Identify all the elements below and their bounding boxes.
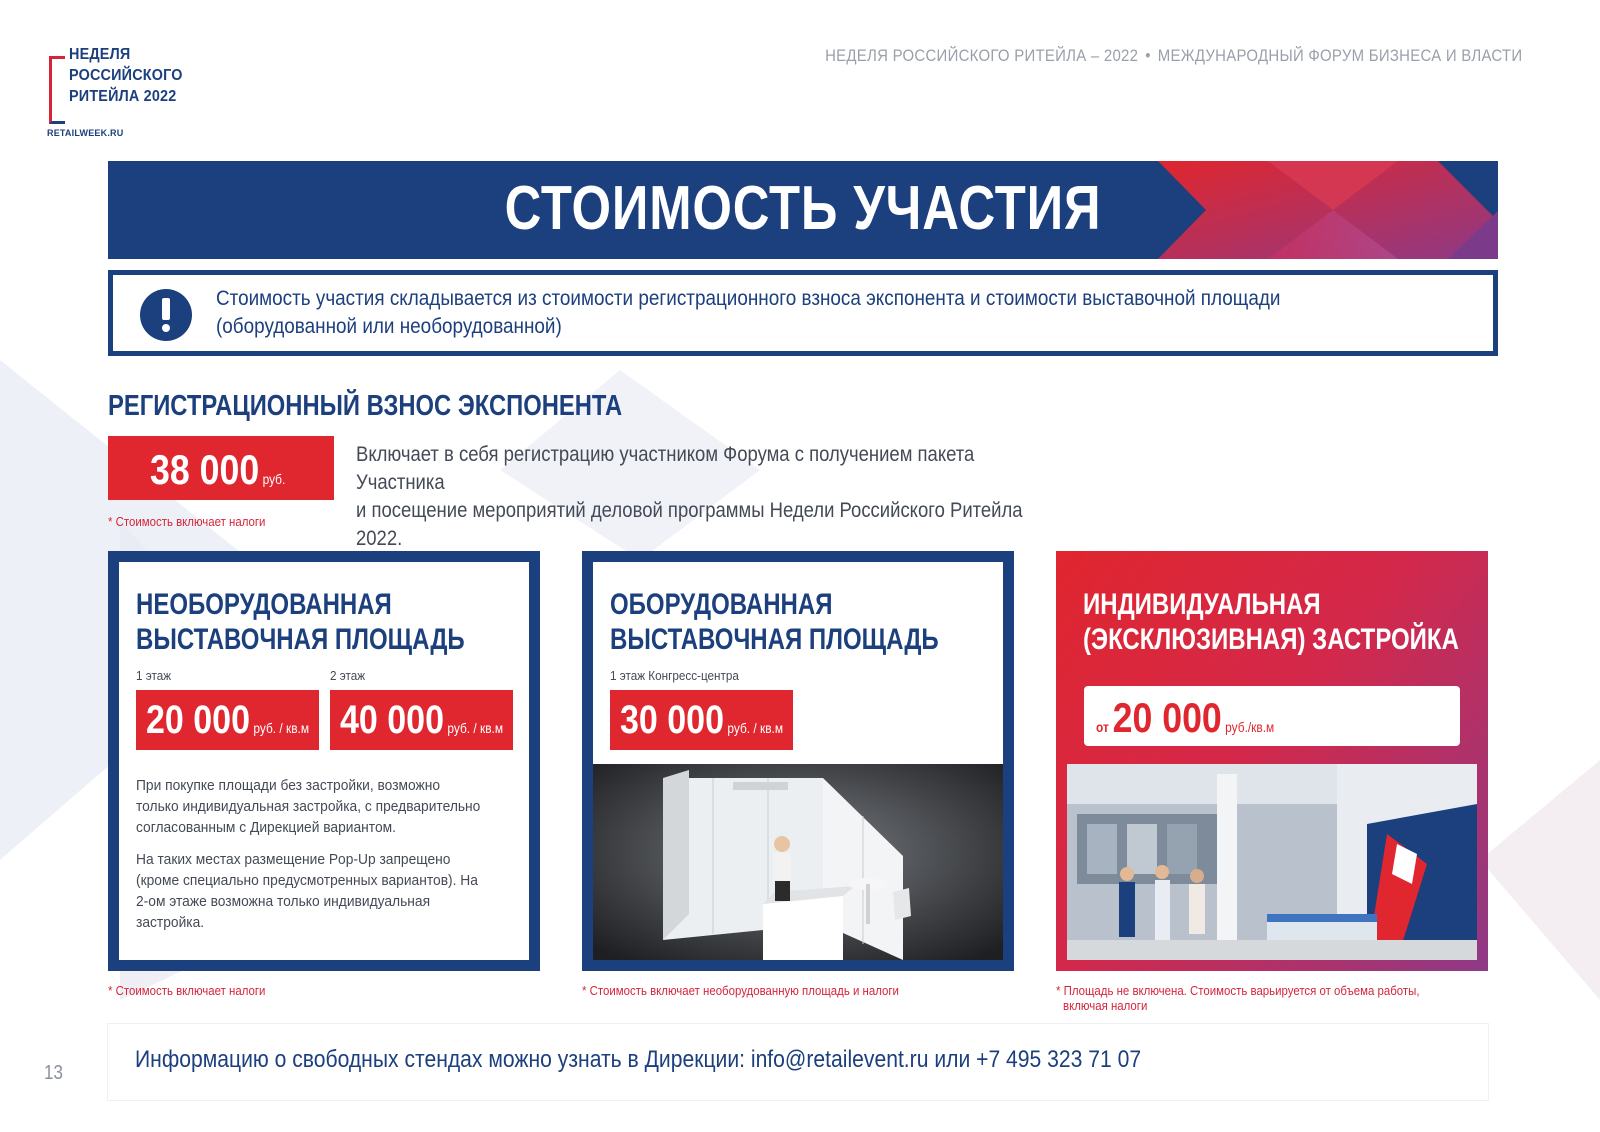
registration-heading: РЕГИСТРАЦИОННЫЙ ВЗНОС ЭКСПОНЕНТА xyxy=(108,390,623,422)
equipped-footnote: * Стоимость включает необорудованную площадь и налоги xyxy=(582,983,899,998)
registration-description xyxy=(356,441,1060,553)
price-floor-2 xyxy=(330,690,513,750)
header-separator: • xyxy=(1144,46,1151,65)
card-title-line: (ЭКСКЛЮЗИВНАЯ) ЗАСТРОЙКА xyxy=(1083,623,1459,656)
price-value: 20 000 xyxy=(1112,694,1222,741)
price-custom xyxy=(1084,686,1460,746)
card-title-line: ВЫСТАВОЧНАЯ ПЛОЩАДЬ xyxy=(136,623,465,656)
card-title-line: НЕОБОРУДОВАННАЯ xyxy=(136,588,392,621)
header-tagline xyxy=(825,46,1522,66)
price-from: от xyxy=(1096,719,1109,735)
registration-price-badge xyxy=(108,436,334,500)
page-title: СТОИМОСТЬ УЧАСТИЯ xyxy=(504,174,1102,243)
card-title-line: ОБОРУДОВАННАЯ xyxy=(610,588,833,621)
card-title xyxy=(610,587,939,657)
price-value: 20 000 xyxy=(146,698,250,742)
header-event: НЕДЕЛЯ РОССИЙСКОГО РИТЕЙЛА – 2022 xyxy=(824,46,1138,65)
registration-desc-line: Включает в себя регистрацию участником Форума с получением пакета Участника xyxy=(356,443,975,494)
unequipped-footnote: * Стоимость включает налоги xyxy=(108,983,266,998)
price-unit: руб. / кв.м xyxy=(727,720,784,736)
price-equipped xyxy=(610,690,793,750)
footnote-line: * Площадь не включена. Стоимость варьируется от объема работы, xyxy=(1056,983,1420,998)
header-forum: МЕЖДУНАРОДНЫЙ ФОРУМ БИЗНЕСА И ВЛАСТИ xyxy=(1157,46,1522,65)
price-value: 30 000 xyxy=(620,698,724,742)
unequipped-space-card xyxy=(108,551,540,971)
card-text: При покупке площади без застройки, возможно только индивидуальная застройка, с предварительно согласованным с Дирекцией вариантом. xyxy=(136,777,481,836)
note-line: Стоимость участия складывается из стоимости регистрационного взноса экспонента и стоимости выставочной площади xyxy=(216,287,1281,310)
title-banner xyxy=(108,161,1498,259)
price-unit: руб. / кв.м xyxy=(447,720,504,736)
logo-wordmark xyxy=(69,44,183,107)
floor-label: 1 этаж xyxy=(136,668,172,683)
logo-line: РИТЕЙЛА 2022 xyxy=(69,88,177,105)
exclamation-icon xyxy=(140,289,192,341)
logo-bracket-mark xyxy=(49,56,65,124)
card-title-line: ВЫСТАВОЧНАЯ ПЛОЩАДЬ xyxy=(610,623,939,656)
registration-desc-line: и посещение мероприятий деловой программы Недели Российского Ритейла 2022. xyxy=(356,499,1023,550)
logo-line: НЕДЕЛЯ xyxy=(69,46,131,63)
card-title-line: ИНДИВИДУАЛЬНАЯ xyxy=(1083,588,1321,621)
registration-price: 38 000 xyxy=(150,446,260,493)
card-title xyxy=(1083,587,1459,657)
card-text: На таких местах размещение Pop-Up запрещено (кроме специально предусмотренных вариантов). На 2-ом этаже возможна только индивидуальная застройка. xyxy=(136,851,478,931)
card-title xyxy=(136,587,465,657)
logo-line: РОССИЙСКОГО xyxy=(69,67,183,84)
price-unit: руб./кв.м xyxy=(1225,719,1275,735)
info-note xyxy=(108,270,1498,356)
note-line: (оборудованной или необорудованной) xyxy=(216,315,562,338)
logo-site: RETAILWEEK.RU xyxy=(47,128,124,138)
price-value: 40 000 xyxy=(340,698,444,742)
exhibition-stand-photo xyxy=(1067,764,1477,960)
page-number: 13 xyxy=(44,1062,63,1084)
custom-footnote xyxy=(1056,983,1420,1013)
note-text xyxy=(216,285,1350,341)
equipped-space-card xyxy=(582,551,1014,971)
price-unit: руб. / кв.м xyxy=(253,720,310,736)
contact-info-text: Информацию о свободных стендах можно узнать в Дирекции: info@retailevent.ru или +7 495 323 71 07 xyxy=(135,1046,1142,1073)
booth-render-image xyxy=(593,764,1003,960)
registration-currency: руб. xyxy=(262,471,286,487)
floor-label: 1 этаж Конгресс-центра xyxy=(610,668,739,683)
custom-build-card xyxy=(1056,551,1488,971)
floor-label: 2 этаж xyxy=(330,668,366,683)
contact-info-bar xyxy=(108,1024,1488,1100)
registration-footnote: * Стоимость включает налоги xyxy=(108,514,266,529)
event-logo xyxy=(47,42,207,142)
price-floor-1 xyxy=(136,690,319,750)
footnote-line: включая налоги xyxy=(1063,998,1148,1013)
